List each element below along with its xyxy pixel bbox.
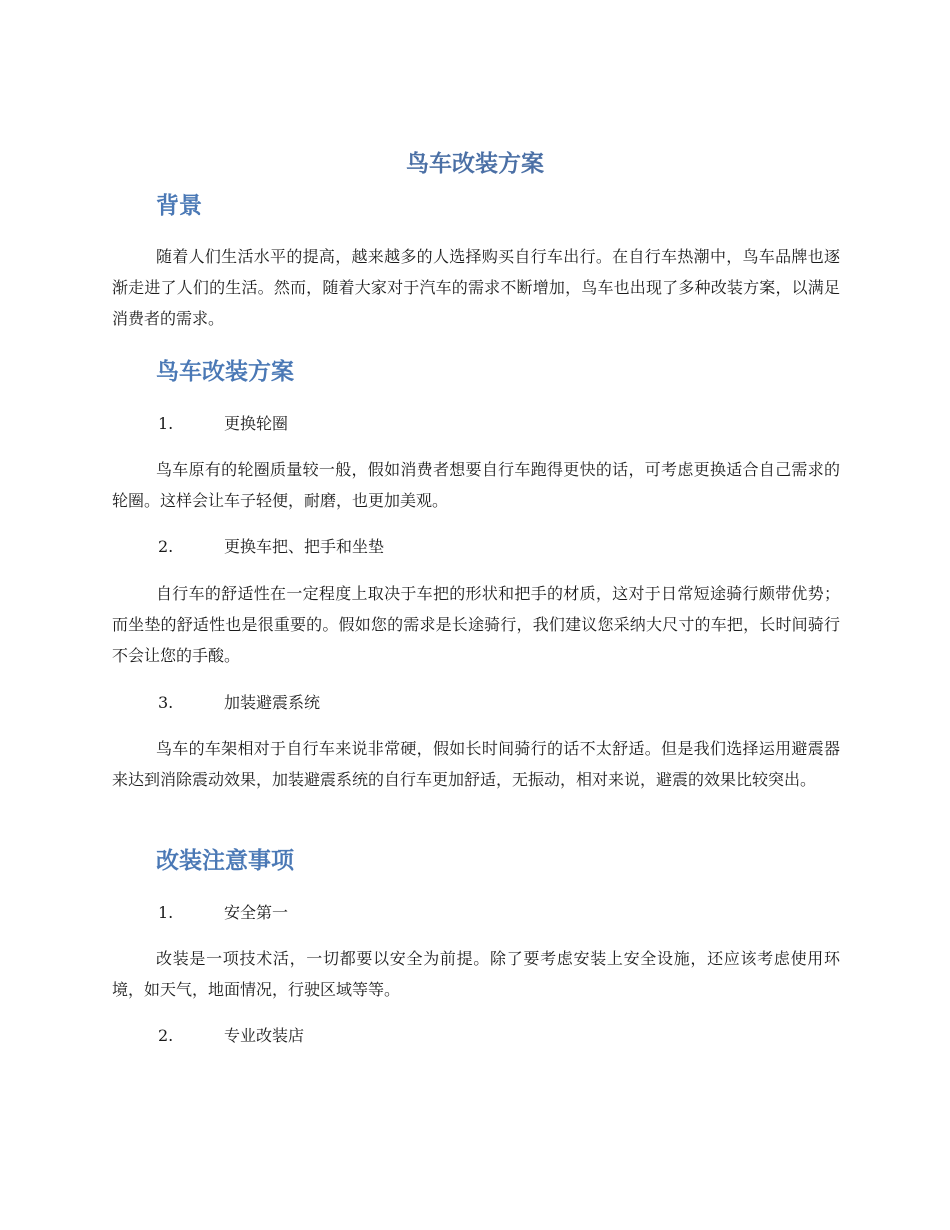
list-item-professional-shop — [158, 1024, 758, 1048]
safety-first-paragraph: 改装是一项技术活，一切都要以安全为前提。除了要考虑安装上安全设施，还应该考虑使用环境，如天气，地面情况，行驶区域等等。 — [112, 949, 840, 999]
list-item-safety-first — [158, 901, 758, 925]
list-item-title: 专业改装店 — [224, 1026, 305, 1045]
list-number: 1. — [158, 903, 174, 922]
list-number: 2. — [158, 537, 174, 556]
list-item-title: 安全第一 — [224, 903, 289, 922]
document-title: 鸟车改装方案 — [406, 151, 544, 177]
section-heading-background: 背景 — [156, 193, 202, 219]
list-item-title: 加装避震系统 — [224, 693, 321, 712]
section-heading-precautions: 改装注意事项 — [156, 848, 294, 874]
list-item-handlebar-seat — [158, 535, 758, 559]
list-number: 2. — [158, 1026, 174, 1045]
suspension-paragraph: 鸟车的车架相对于自行车来说非常硬，假如长时间骑行的话不太舒适。但是我们选择运用避震器来达到消除震动效果，加装避震系统的自行车更加舒适，无振动，相对来说，避震的效果比较突出。 — [112, 739, 840, 789]
list-item-wheel-rims — [158, 412, 758, 436]
list-number: 3. — [158, 693, 174, 712]
background-paragraph: 随着人们生活水平的提高，越来越多的人选择购买自行车出行。在自行车热潮中，鸟车品牌也逐渐走进了人们的生活。然而，随着大家对于汽车的需求不断增加，鸟车也出现了多种改装方案，以满足消费者的需求。 — [112, 247, 840, 328]
handlebar-seat-paragraph: 自行车的舒适性在一定程度上取决于车把的形状和把手的材质，这对于日常短途骑行颇带优势；而坐垫的舒适性也是很重要的。假如您的需求是长途骑行，我们建议您采纳大尺寸的车把，长时间骑行不会让您的手酸。 — [112, 584, 840, 665]
list-item-suspension — [158, 691, 758, 715]
list-number: 1. — [158, 414, 174, 433]
list-item-title: 更换车把、把手和坐垫 — [224, 537, 385, 556]
list-item-title: 更换轮圈 — [224, 414, 289, 433]
section-heading-modification-plan: 鸟车改装方案 — [156, 359, 294, 385]
wheel-rims-paragraph: 鸟车原有的轮圈质量较一般，假如消费者想要自行车跑得更快的话，可考虑更换适合自己需求的轮圈。这样会让车子轻便，耐磨，也更加美观。 — [112, 460, 840, 510]
